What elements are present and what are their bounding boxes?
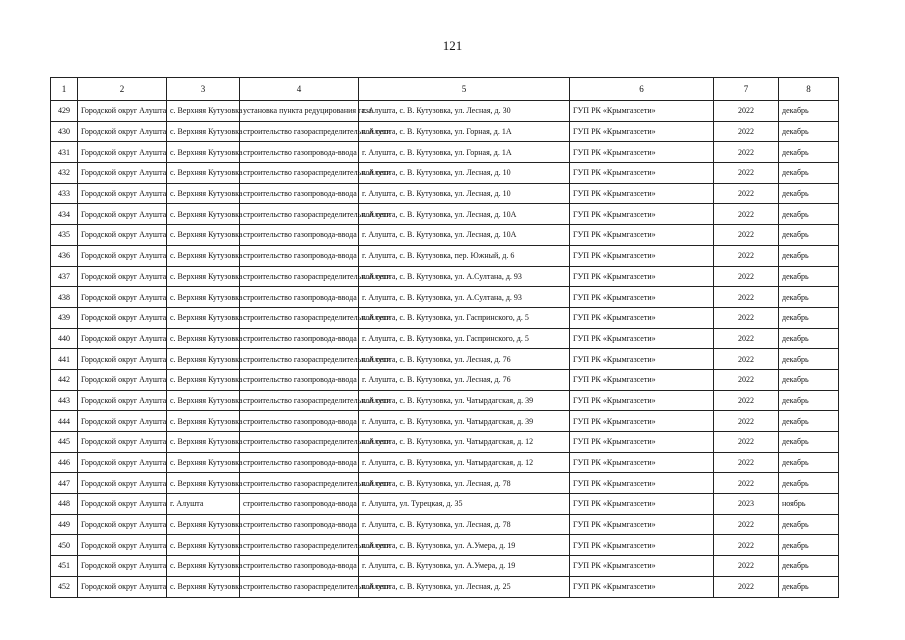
col-header-5: 5	[359, 78, 570, 101]
year-cell: 2022	[714, 349, 779, 370]
table-row	[51, 245, 839, 266]
district-cell: Городской округ Алушта	[78, 411, 167, 432]
organization-cell: ГУП РК «Крымгазсети»	[570, 390, 714, 411]
table-body	[51, 101, 839, 598]
table-row	[51, 101, 839, 122]
organization-cell: ГУП РК «Крымгазсети»	[570, 473, 714, 494]
table-row	[51, 287, 839, 308]
month-cell: декабрь	[779, 452, 839, 473]
district-cell: Городской округ Алушта	[78, 266, 167, 287]
organization-cell: ГУП РК «Крымгазсети»	[570, 163, 714, 184]
row-number: 435	[51, 225, 78, 246]
row-number: 430	[51, 121, 78, 142]
district-cell: Городской округ Алушта	[78, 142, 167, 163]
row-number: 429	[51, 101, 78, 122]
col-header-3: 3	[167, 78, 240, 101]
row-number: 438	[51, 287, 78, 308]
organization-cell: ГУП РК «Крымгазсети»	[570, 225, 714, 246]
address-cell: г. Алушта, с. В. Кутузовка, ул. Лесная, д. 76	[359, 369, 570, 390]
address-cell: г. Алушта, с. В. Кутузовка, ул. Гаспринского, д. 5	[359, 307, 570, 328]
address-cell: г. Алушта, с. В. Кутузовка, ул. Чатырдагская, д. 39	[359, 390, 570, 411]
month-cell: декабрь	[779, 101, 839, 122]
address-cell: г. Алушта, с. В. Кутузовка, ул. Чатырдагская, д. 12	[359, 452, 570, 473]
year-cell: 2022	[714, 287, 779, 308]
table-row	[51, 121, 839, 142]
address-cell: г. Алушта, с. В. Кутузовка, ул. Горная, д. 1А	[359, 121, 570, 142]
row-number: 440	[51, 328, 78, 349]
year-cell: 2022	[714, 204, 779, 225]
year-cell: 2022	[714, 473, 779, 494]
organization-cell: ГУП РК «Крымгазсети»	[570, 142, 714, 163]
row-number: 433	[51, 183, 78, 204]
work-type-cell: строительство газораспределительной сети	[240, 576, 359, 597]
work-type-cell: строительство газораспределительной сети	[240, 204, 359, 225]
address-cell: г. Алушта, с. В. Кутузовка, ул. Горная, д. 1А	[359, 142, 570, 163]
work-type-cell: строительство газопровода-ввода	[240, 328, 359, 349]
month-cell: декабрь	[779, 266, 839, 287]
month-cell: ноябрь	[779, 494, 839, 515]
village-cell: с. Верхняя Кутузовка	[167, 225, 240, 246]
district-cell: Городской округ Алушта	[78, 349, 167, 370]
month-cell: декабрь	[779, 432, 839, 453]
address-cell: г. Алушта, с. В. Кутузовка, ул. Лесная, д. 10	[359, 163, 570, 184]
work-type-cell: строительство газораспределительной сети	[240, 163, 359, 184]
col-header-2: 2	[78, 78, 167, 101]
month-cell: декабрь	[779, 369, 839, 390]
organization-cell: ГУП РК «Крымгазсети»	[570, 494, 714, 515]
district-cell: Городской округ Алушта	[78, 101, 167, 122]
organization-cell: ГУП РК «Крымгазсети»	[570, 204, 714, 225]
district-cell: Городской округ Алушта	[78, 328, 167, 349]
work-type-cell: строительство газораспределительной сети	[240, 349, 359, 370]
month-cell: декабрь	[779, 287, 839, 308]
table-row	[51, 535, 839, 556]
row-number: 451	[51, 556, 78, 577]
village-cell: с. Верхняя Кутузовка	[167, 328, 240, 349]
row-number: 437	[51, 266, 78, 287]
year-cell: 2022	[714, 514, 779, 535]
organization-cell: ГУП РК «Крымгазсети»	[570, 287, 714, 308]
row-number: 442	[51, 369, 78, 390]
organization-cell: ГУП РК «Крымгазсети»	[570, 349, 714, 370]
month-cell: декабрь	[779, 307, 839, 328]
year-cell: 2022	[714, 535, 779, 556]
month-cell: декабрь	[779, 349, 839, 370]
address-cell: г. Алушта, с. В. Кутузовка, ул. Гаспринского, д. 5	[359, 328, 570, 349]
village-cell: с. Верхняя Кутузовка	[167, 101, 240, 122]
village-cell: с. Верхняя Кутузовка	[167, 121, 240, 142]
month-cell: декабрь	[779, 163, 839, 184]
table-row	[51, 576, 839, 597]
district-cell: Городской округ Алушта	[78, 245, 167, 266]
address-cell: г. Алушта, с. В. Кутузовка, ул. Лесная, д. 10А	[359, 225, 570, 246]
table-row	[51, 163, 839, 184]
year-cell: 2022	[714, 411, 779, 432]
table-row	[51, 204, 839, 225]
address-cell: г. Алушта, с. В. Кутузовка, ул. Лесная, д. 78	[359, 514, 570, 535]
address-cell: г. Алушта, с. В. Кутузовка, ул. Лесная, д. 10А	[359, 204, 570, 225]
row-number: 447	[51, 473, 78, 494]
table-row	[51, 328, 839, 349]
organization-cell: ГУП РК «Крымгазсети»	[570, 576, 714, 597]
village-cell: с. Верхняя Кутузовка	[167, 266, 240, 287]
work-type-cell: строительство газопровода-ввода	[240, 411, 359, 432]
organization-cell: ГУП РК «Крымгазсети»	[570, 328, 714, 349]
year-cell: 2022	[714, 390, 779, 411]
village-cell: с. Верхняя Кутузовка	[167, 183, 240, 204]
month-cell: декабрь	[779, 473, 839, 494]
organization-cell: ГУП РК «Крымгазсети»	[570, 183, 714, 204]
work-type-cell: строительство газопровода-ввода	[240, 142, 359, 163]
month-cell: декабрь	[779, 204, 839, 225]
village-cell: с. Верхняя Кутузовка	[167, 163, 240, 184]
row-number: 441	[51, 349, 78, 370]
address-cell: г. Алушта, с. В. Кутузовка, ул. А.Умера, д. 19	[359, 556, 570, 577]
table-row	[51, 556, 839, 577]
work-type-cell: строительство газопровода-ввода	[240, 452, 359, 473]
row-number: 443	[51, 390, 78, 411]
village-cell: с. Верхняя Кутузовка	[167, 514, 240, 535]
district-cell: Городской округ Алушта	[78, 473, 167, 494]
work-type-cell: строительство газораспределительной сети	[240, 432, 359, 453]
district-cell: Городской округ Алушта	[78, 494, 167, 515]
table-row	[51, 390, 839, 411]
village-cell: с. Верхняя Кутузовка	[167, 287, 240, 308]
village-cell: с. Верхняя Кутузовка	[167, 390, 240, 411]
row-number: 432	[51, 163, 78, 184]
table-row	[51, 349, 839, 370]
address-cell: г. Алушта, с. В. Кутузовка, ул. Лесная, д. 10	[359, 183, 570, 204]
work-type-cell: строительство газопровода-ввода	[240, 369, 359, 390]
organization-cell: ГУП РК «Крымгазсети»	[570, 452, 714, 473]
organization-cell: ГУП РК «Крымгазсети»	[570, 245, 714, 266]
table-row	[51, 494, 839, 515]
table-row	[51, 411, 839, 432]
month-cell: декабрь	[779, 183, 839, 204]
address-cell: г. Алушта, с. В. Кутузовка, ул. А.Султана, д. 93	[359, 287, 570, 308]
col-header-1: 1	[51, 78, 78, 101]
village-cell: с. Верхняя Кутузовка	[167, 411, 240, 432]
district-cell: Городской округ Алушта	[78, 369, 167, 390]
district-cell: Городской округ Алушта	[78, 163, 167, 184]
table-row	[51, 514, 839, 535]
district-cell: Городской округ Алушта	[78, 556, 167, 577]
year-cell: 2022	[714, 328, 779, 349]
row-number: 445	[51, 432, 78, 453]
year-cell: 2023	[714, 494, 779, 515]
address-cell: г. Алушта, с. В. Кутузовка, ул. Лесная, д. 76	[359, 349, 570, 370]
village-cell: с. Верхняя Кутузовка	[167, 535, 240, 556]
month-cell: декабрь	[779, 225, 839, 246]
year-cell: 2022	[714, 556, 779, 577]
year-cell: 2022	[714, 121, 779, 142]
month-cell: декабрь	[779, 411, 839, 432]
month-cell: декабрь	[779, 245, 839, 266]
village-cell: с. Верхняя Кутузовка	[167, 369, 240, 390]
organization-cell: ГУП РК «Крымгазсети»	[570, 556, 714, 577]
district-cell: Городской округ Алушта	[78, 307, 167, 328]
month-cell: декабрь	[779, 121, 839, 142]
work-type-cell: строительство газораспределительной сети	[240, 307, 359, 328]
col-header-4: 4	[240, 78, 359, 101]
year-cell: 2022	[714, 576, 779, 597]
district-cell: Городской округ Алушта	[78, 452, 167, 473]
district-cell: Городской округ Алушта	[78, 183, 167, 204]
organization-cell: ГУП РК «Крымгазсети»	[570, 514, 714, 535]
work-type-cell: строительство газораспределительной сети	[240, 266, 359, 287]
work-type-cell: строительство газораспределительной сети	[240, 535, 359, 556]
organization-cell: ГУП РК «Крымгазсети»	[570, 266, 714, 287]
year-cell: 2022	[714, 245, 779, 266]
work-type-cell: строительство газопровода-ввода	[240, 287, 359, 308]
col-header-8: 8	[779, 78, 839, 101]
work-type-cell: строительство газопровода-ввода	[240, 556, 359, 577]
month-cell: декабрь	[779, 142, 839, 163]
organization-cell: ГУП РК «Крымгазсети»	[570, 101, 714, 122]
district-cell: Городской округ Алушта	[78, 121, 167, 142]
village-cell: с. Верхняя Кутузовка	[167, 556, 240, 577]
year-cell: 2022	[714, 452, 779, 473]
row-number: 439	[51, 307, 78, 328]
address-cell: г. Алушта, с. В. Кутузовка, ул. Чатырдагская, д. 12	[359, 432, 570, 453]
month-cell: декабрь	[779, 556, 839, 577]
village-cell: с. Верхняя Кутузовка	[167, 452, 240, 473]
address-cell: г. Алушта, с. В. Кутузовка, ул. Лесная, д. 78	[359, 473, 570, 494]
table-row	[51, 225, 839, 246]
organization-cell: ГУП РК «Крымгазсети»	[570, 121, 714, 142]
village-cell: с. Верхняя Кутузовка	[167, 245, 240, 266]
year-cell: 2022	[714, 369, 779, 390]
row-number: 450	[51, 535, 78, 556]
year-cell: 2022	[714, 163, 779, 184]
district-cell: Городской округ Алушта	[78, 432, 167, 453]
address-cell: г. Алушта, с. В. Кутузовка, ул. А.Умера, д. 19	[359, 535, 570, 556]
year-cell: 2022	[714, 225, 779, 246]
month-cell: декабрь	[779, 328, 839, 349]
month-cell: декабрь	[779, 576, 839, 597]
year-cell: 2022	[714, 266, 779, 287]
district-cell: Городской округ Алушта	[78, 514, 167, 535]
village-cell: с. Верхняя Кутузовка	[167, 576, 240, 597]
address-cell: г. Алушта, с. В. Кутузовка, ул. Чатырдагская, д. 39	[359, 411, 570, 432]
district-cell: Городской округ Алушта	[78, 287, 167, 308]
row-number: 446	[51, 452, 78, 473]
village-cell: с. Верхняя Кутузовка	[167, 349, 240, 370]
address-cell: г. Алушта, с. В. Кутузовка, ул. Лесная, д. 25	[359, 576, 570, 597]
village-cell: г. Алушта	[167, 494, 240, 515]
work-type-cell: строительство газопровода-ввода	[240, 183, 359, 204]
organization-cell: ГУП РК «Крымгазсети»	[570, 535, 714, 556]
row-number: 434	[51, 204, 78, 225]
organization-cell: ГУП РК «Крымгазсети»	[570, 307, 714, 328]
table-row	[51, 183, 839, 204]
address-cell: г. Алушта, с. В. Кутузовка, ул. Лесная, д. 30	[359, 101, 570, 122]
address-cell: г. Алушта, с. В. Кутузовка, ул. А.Султана, д. 93	[359, 266, 570, 287]
table-row	[51, 266, 839, 287]
year-cell: 2022	[714, 142, 779, 163]
table-row	[51, 369, 839, 390]
row-number: 431	[51, 142, 78, 163]
year-cell: 2022	[714, 432, 779, 453]
table-row	[51, 452, 839, 473]
village-cell: с. Верхняя Кутузовка	[167, 204, 240, 225]
village-cell: с. Верхняя Кутузовка	[167, 142, 240, 163]
year-cell: 2022	[714, 101, 779, 122]
row-number: 448	[51, 494, 78, 515]
gas-network-table	[50, 77, 839, 598]
district-cell: Городской округ Алушта	[78, 204, 167, 225]
district-cell: Городской округ Алушта	[78, 576, 167, 597]
year-cell: 2022	[714, 307, 779, 328]
col-header-7: 7	[714, 78, 779, 101]
year-cell: 2022	[714, 183, 779, 204]
address-cell: г. Алушта, ул. Турецкая, д. 35	[359, 494, 570, 515]
district-cell: Городской округ Алушта	[78, 535, 167, 556]
work-type-cell: строительство газопровода-ввода	[240, 494, 359, 515]
work-type-cell: строительство газораспределительной сети	[240, 473, 359, 494]
district-cell: Городской округ Алушта	[78, 225, 167, 246]
work-type-cell: установка пункта редуцирования газа	[240, 101, 359, 122]
organization-cell: ГУП РК «Крымгазсети»	[570, 411, 714, 432]
table-row	[51, 432, 839, 453]
row-number: 436	[51, 245, 78, 266]
work-type-cell: строительство газопровода-ввода	[240, 245, 359, 266]
table-row	[51, 142, 839, 163]
work-type-cell: строительство газораспределительной сети	[240, 390, 359, 411]
work-type-cell: строительство газораспределительной сети	[240, 121, 359, 142]
row-number: 444	[51, 411, 78, 432]
month-cell: декабрь	[779, 535, 839, 556]
village-cell: с. Верхняя Кутузовка	[167, 473, 240, 494]
row-number: 449	[51, 514, 78, 535]
village-cell: с. Верхняя Кутузовка	[167, 432, 240, 453]
village-cell: с. Верхняя Кутузовка	[167, 307, 240, 328]
row-number: 452	[51, 576, 78, 597]
header-row	[51, 78, 839, 101]
organization-cell: ГУП РК «Крымгазсети»	[570, 432, 714, 453]
month-cell: декабрь	[779, 514, 839, 535]
address-cell: г. Алушта, с. В. Кутузовка, пер. Южный, д. 6	[359, 245, 570, 266]
page-number: 121	[442, 38, 463, 53]
work-type-cell: строительство газопровода-ввода	[240, 225, 359, 246]
district-cell: Городской округ Алушта	[78, 390, 167, 411]
organization-cell: ГУП РК «Крымгазсети»	[570, 369, 714, 390]
col-header-6: 6	[570, 78, 714, 101]
month-cell: декабрь	[779, 390, 839, 411]
table-row	[51, 307, 839, 328]
work-type-cell: строительство газопровода-ввода	[240, 514, 359, 535]
table-row	[51, 473, 839, 494]
